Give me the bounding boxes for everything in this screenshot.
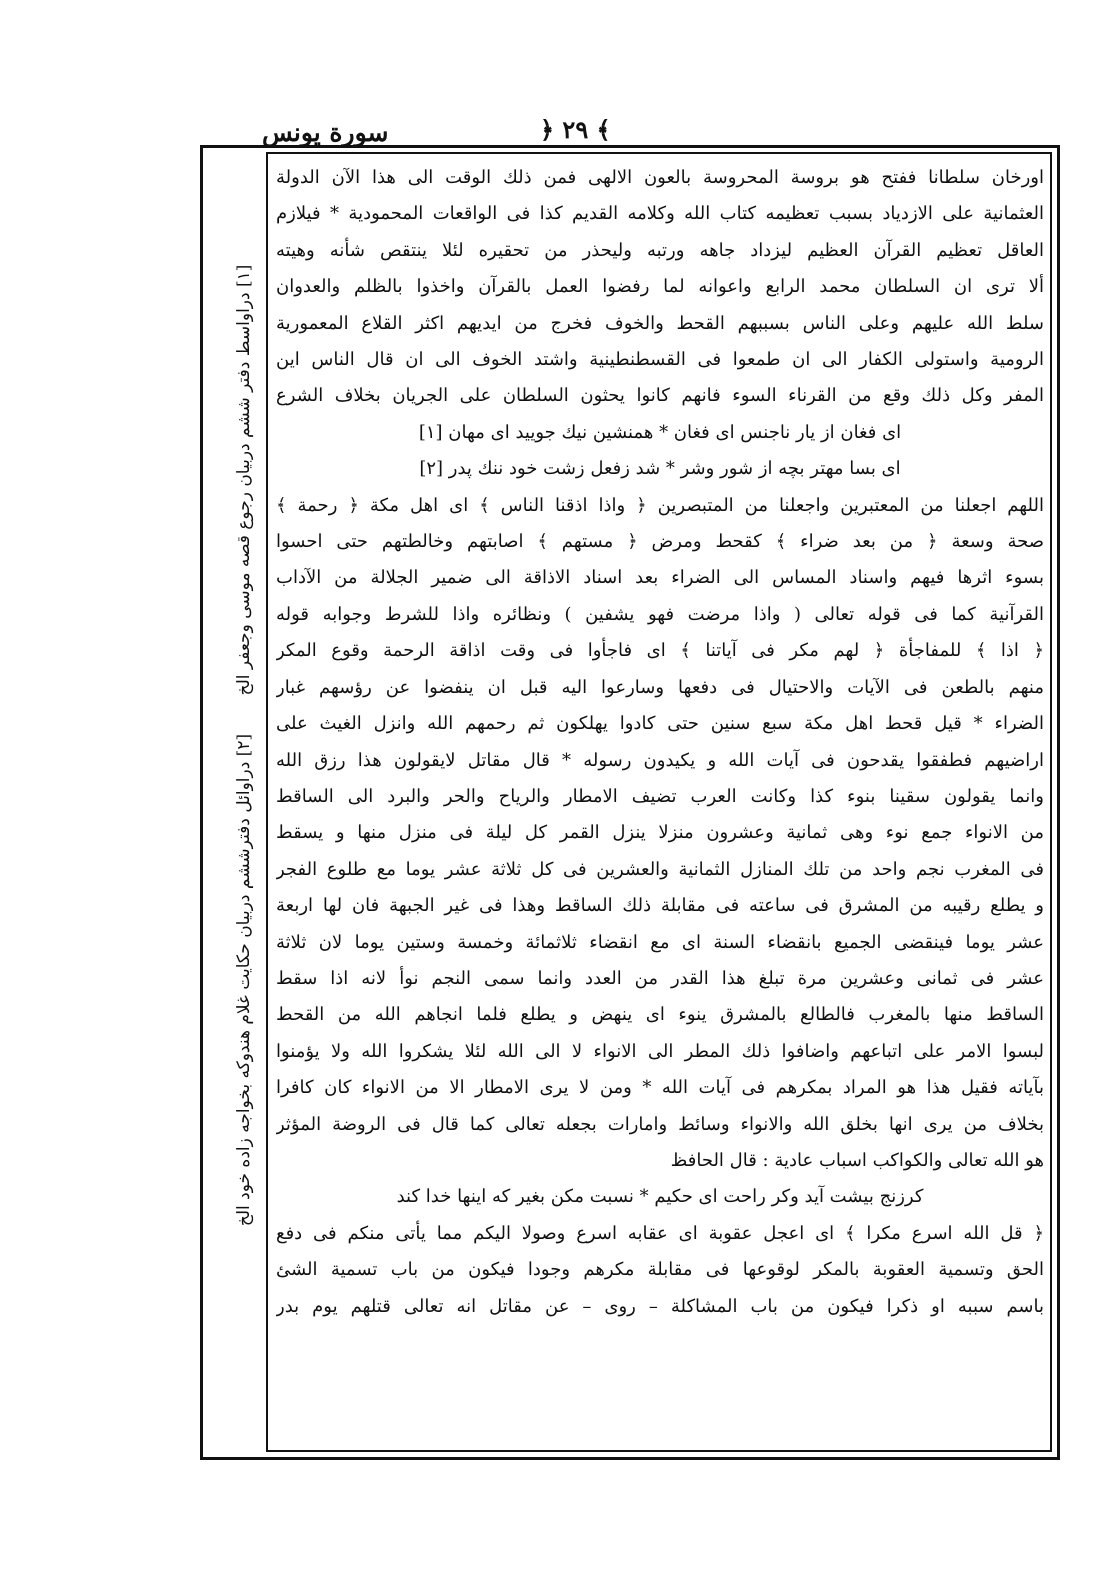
text-line: صحة وسعة ﴿ من بعد ضراء ﴾ كقحط ومرض ﴿ مستهم ﴾ اصابتهم وخالطتهم حتى احسوا [276, 531, 1044, 553]
text-line: العثمانية على الازدياد بسبب تعظيمه كتاب الله وكلامه القديم كذا فى الواقعات المحمودية * فيلازم [276, 203, 1044, 225]
main-text [276, 160, 1044, 1450]
text-line: سلط الله عليهم وعلى الناس بسببهم القحط والخوف فخرج من ايديهم اكثر القلاع المعمورية [276, 312, 1044, 334]
text-line: الضراء * قيل قحط اهل مكة سبع سنين حتى كادوا يهلكون ثم رحمهم الله وانزل الغيث على [276, 713, 1044, 735]
poem-line: اى بسا مهتر بچه از شور وشر * شد زفعل زشت خود ننك پدر [٢] [419, 458, 901, 480]
text-line: اللهم اجعلنا من المعتبرين واجعلنا من المتبصرين ﴿ واذا اذقنا الناس ﴾ اى اهل مكة ﴿ رحمة ﴾ [276, 494, 1044, 516]
text-line: الرومية واستولى الكفار الى ان طمعوا فى القسطنطينية واشتد الخوف الى ان قال الناس اين [276, 349, 1044, 371]
margin-note-2 [224, 650, 264, 1310]
text-line: اراضيهم فطفقوا يقدحون فى آيات الله و يكيدون رسوله * قال مقاتل لايقولون هذا رزق الله [276, 749, 1044, 771]
text-line: الحق وتسمية العقوبة بالمكر لوقوعها فى مقابلة مكرهم وجودا فيكون من باب تسمية الشئ [276, 1259, 1044, 1281]
text-line: فى المغرب نجم واحد من تلك المنازل الثمانية والعشرين فى كل ثلاثة عشر يوما مع طلوع الفجر [276, 858, 1044, 880]
text-line: بخلاف من يرى انها بخلق الله والانواء وسائط وامارات بجعله تعالى كما قال فى الروضة المؤثر [276, 1113, 1044, 1135]
text-line: من الانواء جمع نوء وهى ثمانية وعشرون منزلا ينزل القمر كل ليلة فى منزل منها و يسقط [276, 822, 1044, 844]
margin-note-1-text: [١] دراواسط دفتر ششم دربيان رجوع قصه موسى وجعفر الخ [234, 264, 254, 696]
poem-line: اى فغان از يار ناجنس اى فغان * همنشين نيك جوييد اى مهان [١] [418, 421, 902, 443]
text-line: عشر فى ثمانى وعشرين مرة تبلغ هذا القدر من العدد وانما سمى النجم نوأ لانه اذا سقط [276, 967, 1044, 989]
text-line: العاقل تعظيم القرآن العظيم ليزداد جاهه ورتبه وليحذر من تحقيره لئلا ينتقص شأنه وهيته [276, 239, 1044, 261]
text-line: بآياته فقيل هذا هو المراد بمكرهم فى آيات الله * ومن لا يرى الامطار الا من الانواء كان كافرا [276, 1077, 1044, 1099]
surah-title: سورة يونس [262, 118, 389, 147]
text-line: باسم سببه او ذكرا فيكون من باب المشاكلة – روى – عن مقاتل انه تعالى قتلهم يوم بدر [276, 1295, 1044, 1317]
text-line: ﴿ قل الله اسرع مكرا ﴾ اى اعجل عقوبة اى عقابه اسرع وصولا اليكم مما يأتى منكم فى دفع [276, 1222, 1044, 1244]
text-line: عشر يوما فينقضى الجميع بانقضاء السنة اى مع انقضاء ثلاثمائة وخمسة وستين يوما لان ثلاثة [276, 931, 1044, 953]
page-number: ﴿ ٢٩ ﴾ [540, 115, 611, 144]
text-line: و يطلع رقيبه من المشرق فى ساعته فى مقابلة ذلك الساقط وهذا فى غير الجبهة فان لها اربعة [276, 895, 1044, 917]
text-line: القرآنية كما فى قوله تعالى ( واذا مرضت فهو يشفين ) ونظائره واذا للشرط وجوابه قوله [276, 603, 1044, 625]
text-line: هو الله تعالى والكواكب اسباب عادية : قال الحافظ [670, 1149, 1044, 1171]
poem-line: كرزنج بيشت آيد وكر راحت اى حكيم * نسبت مكن بغير كه اينها خدا كند [396, 1186, 924, 1208]
text-line: لبسوا الامر على اتباعهم واضافوا ذلك المطر الى الانواء لا الى الله لئلا يشكروا الله ولا يؤمنوا [276, 1040, 1044, 1062]
text-line: بسوء اثرها فيهم واسناد المساس الى الضراء بعد اسناد الاذاقة الى ضمير الجلالة من الآداب [276, 567, 1044, 589]
text-line: الساقط منها بالمغرب فالطالع بالمشرق ينوء اى ينهض و يطلع فلما انجاهم الله من القحط [276, 1004, 1044, 1026]
text-line: المفر وكل ذلك وقع من القرناء السوء فانهم كانوا يحثون السلطان على الجريان بخلاف الشرع [276, 385, 1044, 407]
text-line: اورخان سلطانا ففتح هو بروسة المحروسة بالعون الالهى فمن ذلك الوقت الى هذا الآن الدولة [276, 167, 1044, 188]
text-line: ﴿ اذا ﴾ للمفاجأة ﴿ لهم مكر فى آياتنا ﴾ اى فاجأوا فى وقت اذاقة الرحمة وقوع المكر [276, 640, 1044, 662]
text-line: وانما يقولون سقينا بنوء كذا وكانت العرب تضيف الامطار والرياح والحر والبرد الى الساقط [276, 785, 1044, 807]
text-line: ألا ترى ان السلطان محمد الرابع واعوانه لما رفضوا العمل بالقرآن واخذوا بالظلم والعدوان [276, 276, 1044, 298]
text-line: منهم بالطعن فى الآيات والاحتيال فى دفعها وسارعوا اليه قبل ان ينفضوا عن رؤسهم غبار [276, 676, 1044, 698]
margin-note-2-text: [٢] دراوائل دفترششم دربيان حكايت غلام هندوكه بخواجه زاده خود الخ [234, 733, 254, 1227]
